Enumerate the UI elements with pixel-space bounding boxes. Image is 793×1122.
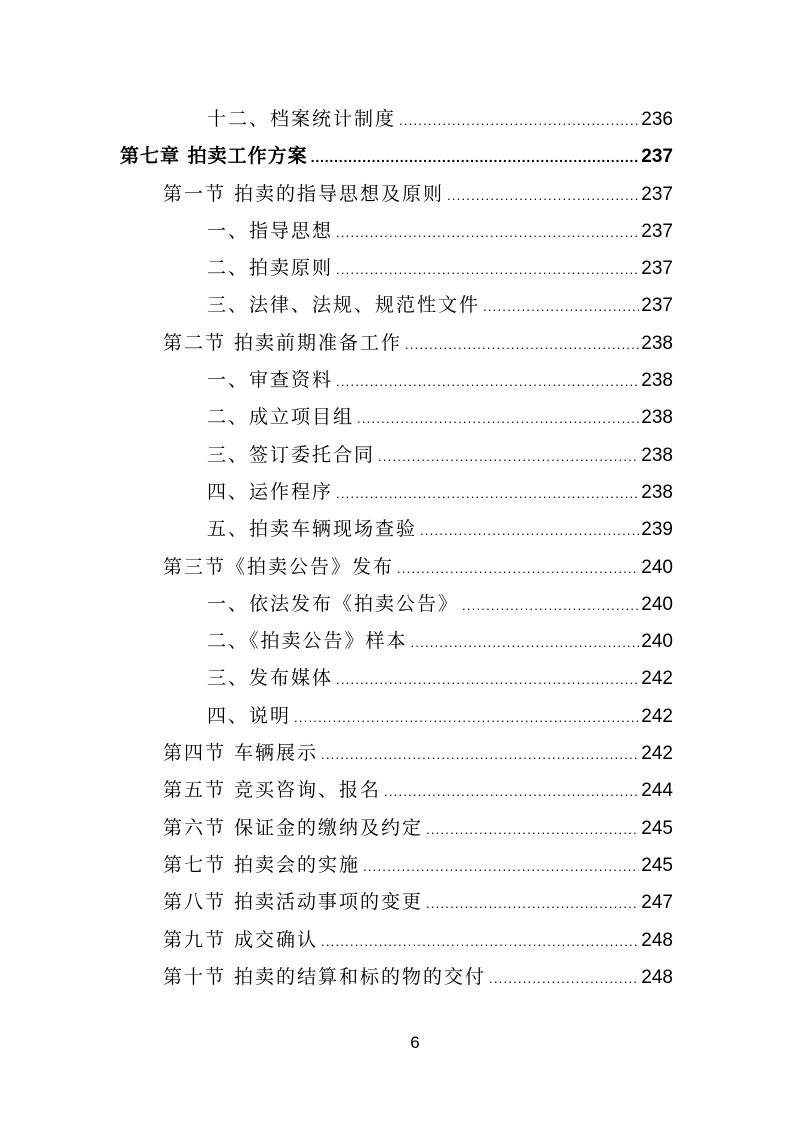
- toc-entry-page: 240: [641, 593, 673, 615]
- dot-leader: [462, 587, 639, 624]
- toc-chapter-title: 第七章 拍卖工作方案: [120, 145, 308, 168]
- toc-entry: [0, 213, 673, 250]
- toc-entry-title: 十二、档案统计制度: [207, 108, 397, 130]
- toc-entry-title: 三、法律、法规、规范性文件: [207, 294, 481, 317]
- toc-entry: [0, 362, 673, 399]
- toc-entry-title: 三、签订委托合同: [207, 443, 376, 466]
- page-number: 6: [410, 1033, 420, 1052]
- toc-section-entry: [0, 735, 673, 772]
- toc-section-entry: [0, 549, 673, 586]
- toc-entry-page: 240: [641, 631, 673, 653]
- toc-entry: [0, 698, 673, 735]
- toc-entry: [0, 474, 673, 511]
- dot-leader: [489, 960, 639, 997]
- toc-entry: [0, 287, 673, 324]
- dot-leader: [447, 177, 639, 214]
- toc-section-title: 第一节 拍卖的指导思想及原则: [163, 182, 445, 205]
- toc-entry-page: 244: [641, 780, 673, 802]
- toc-section-title: 第五节 竞买咨询、报名: [163, 779, 382, 802]
- dot-leader: [311, 139, 640, 176]
- toc-section-title: 第九节 成交确认: [163, 928, 319, 951]
- toc-entry-page: 237: [641, 220, 673, 242]
- toc-entry-page: 238: [641, 444, 673, 466]
- toc-entry: [0, 623, 673, 660]
- dot-leader: [357, 400, 639, 437]
- toc-entry-page: 237: [641, 258, 673, 280]
- toc-entry-title: 一、指导思想: [207, 219, 334, 242]
- toc-entry-title: 三、发布媒体: [207, 667, 334, 690]
- toc-entry-page: 245: [641, 854, 673, 876]
- toc-entry-page: 237: [641, 146, 673, 168]
- toc-entry: [0, 586, 673, 623]
- toc-entry-title: 二、拍卖原则: [207, 257, 334, 280]
- toc-section-title: 第三节《拍卖公告》发布: [163, 555, 395, 578]
- toc-entry-page: 238: [641, 407, 673, 429]
- dot-leader: [363, 848, 639, 885]
- toc-section-title: 第六节 保证金的缴纳及约定: [163, 816, 424, 839]
- dot-leader: [397, 550, 639, 587]
- toc-entry: [0, 101, 673, 138]
- toc-section-title: 第四节 车辆展示: [163, 742, 319, 765]
- toc-entry-title: 一、审查资料: [207, 369, 334, 392]
- toc-section-entry: [0, 772, 673, 809]
- dot-leader: [321, 736, 639, 773]
- toc-section-entry: [0, 959, 673, 996]
- dot-leader: [483, 288, 639, 325]
- dot-leader: [336, 661, 639, 698]
- dot-leader: [420, 512, 639, 549]
- toc-entry: [0, 437, 673, 474]
- toc-entry-title: 四、说明: [207, 704, 292, 727]
- toc-section-title: 第二节 拍卖前期准备工作: [163, 331, 403, 354]
- dot-leader: [384, 773, 639, 810]
- dot-leader: [399, 102, 639, 139]
- toc-entry: [0, 511, 673, 548]
- toc-section-title: 第十节 拍卖的结算和标的物的交付: [163, 965, 487, 988]
- toc-section-entry: [0, 884, 673, 921]
- toc-entry-title: 五、拍卖车辆现场查验: [207, 518, 418, 541]
- dot-leader: [336, 475, 639, 512]
- toc-entry-title: 二、《拍卖公告》样本: [207, 630, 408, 653]
- dot-leader: [426, 811, 639, 848]
- toc-entry: [0, 399, 673, 436]
- toc-entry-page: 248: [641, 929, 673, 951]
- dot-leader: [336, 363, 639, 400]
- toc-entry-page: 237: [641, 295, 673, 317]
- toc-entry: [0, 250, 673, 287]
- toc-section-entry: [0, 847, 673, 884]
- toc-entry-page: 245: [641, 817, 673, 839]
- toc-entry-page: 242: [641, 743, 673, 765]
- toc-section-title: 第七节 拍卖会的实施: [163, 853, 361, 876]
- toc-entry-page: 238: [641, 481, 673, 503]
- toc-section-entry: [0, 922, 673, 959]
- dot-leader: [294, 699, 639, 736]
- toc-entry-page: 237: [641, 183, 673, 205]
- toc-entry-page: 236: [641, 109, 673, 130]
- toc-entry-page: 239: [641, 519, 673, 541]
- table-of-contents: [0, 101, 673, 996]
- toc-entry-page: 240: [641, 556, 673, 578]
- toc-entry-page: 238: [641, 370, 673, 392]
- dot-leader: [336, 214, 639, 251]
- toc-entry-page: 248: [641, 966, 673, 988]
- toc-entry-page: 247: [641, 892, 673, 914]
- dot-leader: [321, 923, 639, 960]
- toc-section-entry: [0, 810, 673, 847]
- dot-leader: [336, 251, 639, 288]
- toc-entry-page: 242: [641, 668, 673, 690]
- toc-section-title: 第八节 拍卖活动事项的变更: [163, 891, 424, 914]
- toc-entry-title: 一、依法发布《拍卖公告》: [207, 592, 460, 615]
- toc-entry-title: 二、成立项目组: [207, 406, 355, 429]
- toc-entry-page: 242: [641, 705, 673, 727]
- toc-section-entry: [0, 325, 673, 362]
- toc-entry: [0, 660, 673, 697]
- toc-section-entry: [0, 176, 673, 213]
- dot-leader: [378, 438, 639, 475]
- dot-leader: [411, 624, 640, 661]
- toc-chapter-entry: [0, 138, 673, 175]
- dot-leader: [405, 326, 639, 363]
- toc-entry-page: 238: [641, 332, 673, 354]
- dot-leader: [426, 885, 639, 922]
- toc-entry-title: 四、运作程序: [207, 480, 334, 503]
